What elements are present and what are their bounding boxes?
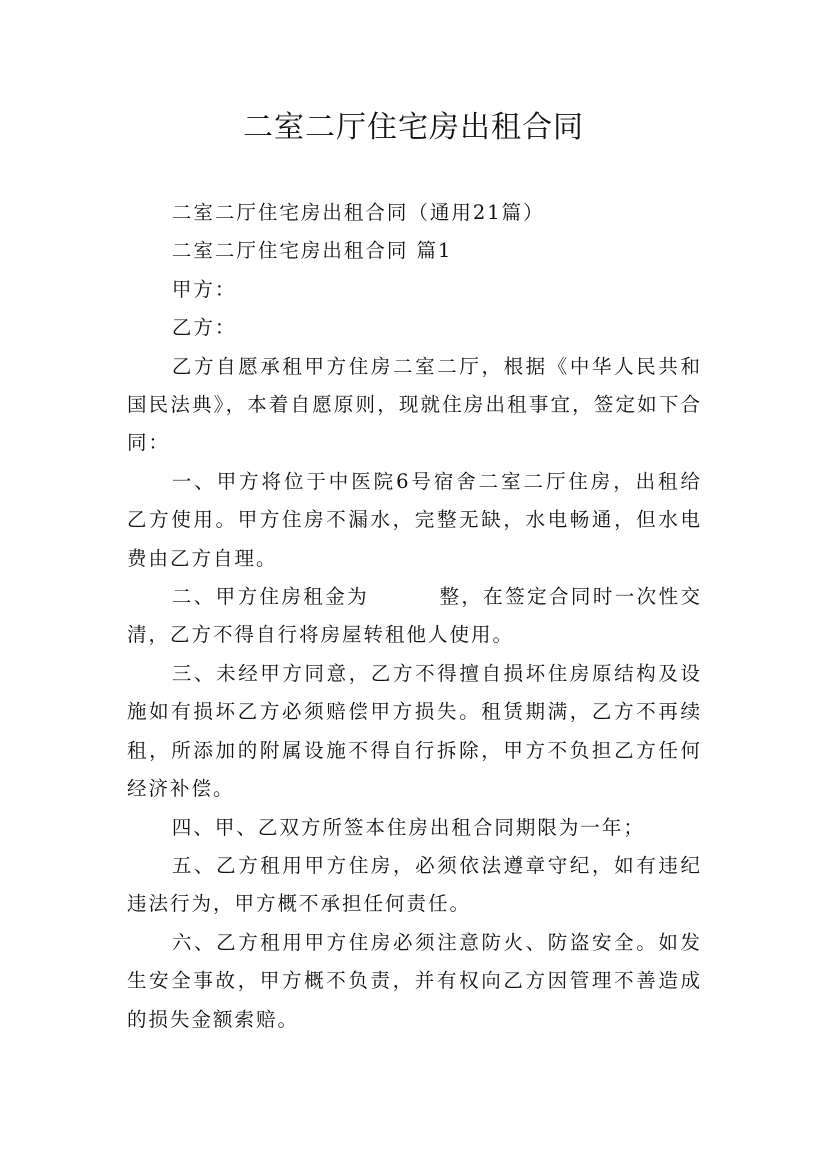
party-a-label: 甲方： [171,277,237,301]
clause-6: 六、乙方租用甲方住房必须注意防火、防盗安全。如发生安全事故，甲方概不负责，并有权向乙方因管理不善造成的损失金额索赔。 [127,930,702,1031]
document-subtitle: 二室二厅住宅房出租合同（通用21篇） [171,201,545,224]
clause-2-text-after: 整，在签定合同时一次性交清，乙方不得自行将房屋转租他人使用。 [127,585,702,647]
clause-5: 五、乙方租用甲方住房，必须依法遵章守纪，如有违纪违法行为，甲方概不承担任何责任。 [127,853,702,916]
section-heading: 二室二厅住宅房出租合同 篇1 [171,239,453,263]
party-b-label: 乙方： [171,316,237,340]
document-title: 二室二厅住宅房出租合同 [243,110,584,145]
clause-2-text-before: 二、甲方住房租金为 [171,585,370,609]
clause-2 [127,578,702,655]
document-body [127,194,702,1039]
clause-4: 四、甲、乙双方所签本住房出租合同期限为一年； [171,815,645,839]
clause-1: 一、甲方将位于中医院6号宿舍二室二厅住房，出租给乙方使用。甲方住房不漏水，完整无缺，水电畅通，但水电费由乙方自理。 [127,469,702,570]
clause-3: 三、未经甲方同意，乙方不得擅自损坏住房原结构及设施如有损坏乙方必须赔偿甲方损失。租赁期满，乙方不再续租，所添加的附属设施不得自行拆除，甲方不负担乙方任何经济补偿。 [127,661,702,801]
intro-paragraph: 乙方自愿承租甲方住房二室二厅，根据《中华人民共和国民法典》，本着自愿原则，现就住房出租事宜，签定如下合同： [127,354,702,455]
